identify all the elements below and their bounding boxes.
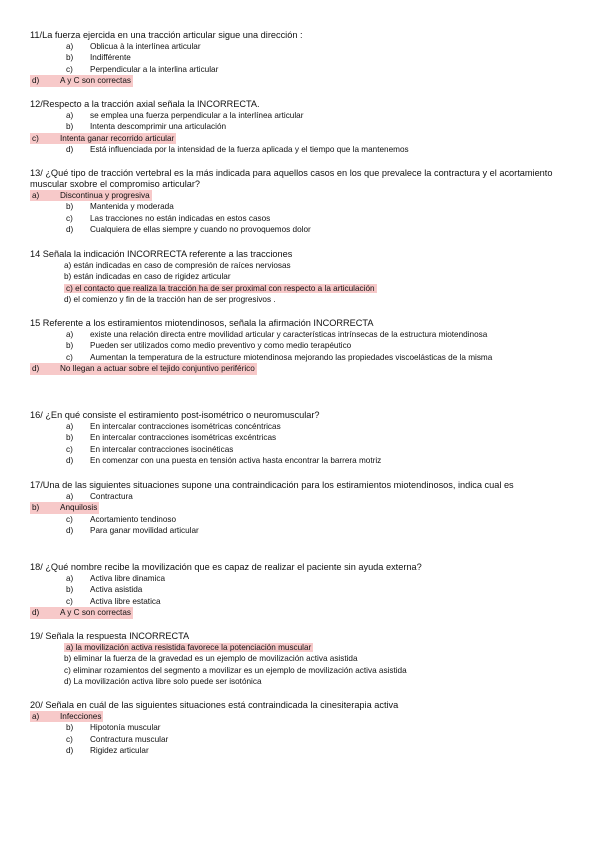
question-stem: 13/ ¿Qué tipo de tracción vertebral es la más indicada para aquellos casos en los que prevalece la contractura y el acortamiento muscular sxobre el compromiso articular? [30,168,553,189]
option-d: d) En comenzar con una puesta en tensión activa hasta encontrar la barrera motriz [66,456,382,466]
option-a: a) están indicadas en caso de compresión de raíces nerviosas [64,261,291,270]
option-b: b) Intenta descomprimir una articulación [66,122,227,132]
option-c: c) Las tracciones no están indicadas en estos casos [66,213,271,223]
question-stem: 15 Referente a los estiramientos miotendinosos, señala la afirmación INCORRECTA [30,318,374,328]
question-15 [30,318,575,375]
option-c: c) Activa libre estatica [66,596,161,606]
option-a: a) En intercalar contracciones isométricas concéntricas [66,422,281,431]
option-d: d) el comienzo y fin de la tracción han de ser progresivos . [64,295,276,305]
option-d: d) Cualquiera de ellas siempre y cuando no provoquemos dolor [66,225,311,235]
option-a: a) Activa libre dinamica [66,574,166,583]
question-17 [30,480,575,537]
question-19 [30,631,575,688]
option-c: c) Aumentan la temperatura de la estructure miotendinosa mejorando las propiedades viscoelásticas de la misma [66,352,493,362]
question-20 [30,700,575,757]
option-b: b) Activa asistida [66,585,143,595]
option-d: d) Para ganar movilidad articular [66,526,199,536]
option-c: c) eliminar rozamientos del segmento a movilizar es un ejemplo de movilización activa asistida [64,665,407,675]
option-d-highlighted: d) A y C son correctas [32,76,131,86]
question-18 [30,562,575,619]
question-stem: 20/ Señala en cuál de las siguientes situaciones está contraindicada la cinesiterapia activa [30,700,399,710]
question-13 [30,168,575,236]
option-a-highlighted: a) la movilización activa resistida favorece la potenciación muscular [66,643,312,652]
option-c-highlighted: c) el contacto que realiza la tracción ha de ser proximal con respecto a la articulación [66,283,375,293]
option-b: b) están indicadas en caso de rigidez articular [64,272,231,282]
question-stem: 11/La fuerza ejercida en una tracción articular sigue una dirección : [30,30,303,40]
option-a-highlighted: a) Infecciones [32,712,102,721]
question-stem: 16/ ¿En qué consiste el estiramiento post-isométrico o neuromuscular? [30,410,320,420]
option-a: a) existe una relación directa entre movilidad articular y características intrínsecas de la estructura miotendinosa [66,330,488,339]
option-b: b) En intercalar contracciones isométricas excéntricas [66,433,277,443]
option-c: c) En intercalar contracciones isocinéticas [66,444,234,454]
option-b: b) eliminar la fuerza de la gravedad es un ejemplo de movilización activa asistida [64,654,358,664]
question-11 [30,30,575,87]
option-c: c) Contractura muscular [66,734,169,744]
option-b: b) Pueden ser utilizados como medio preventivo y como medio terapéutico [66,341,352,351]
option-b: b) Indifférente [66,53,131,63]
option-c: c) Perpendicular a la interlina articular [66,64,219,74]
option-a-highlighted: a) Discontinua y progresiva [32,191,150,200]
option-d: d) Está influenciada por la intensidad de la fuerza aplicada y el tiempo que la mantenemos [66,145,409,155]
question-stem: 17/Una de las siguientes situaciones supone una contraindicación para los estiramientos miotendinosos, indica cual es [30,480,514,490]
option-b: b) Mantenida y moderada [66,202,174,212]
option-c-highlighted: c) Intenta ganar recorrido articular [32,133,175,143]
question-14 [30,249,575,306]
option-d-highlighted: d) No llegan a actuar sobre el tejido conjuntivo periférico [32,364,255,374]
option-d: d) Rigidez articular [66,746,149,756]
question-12 [30,99,575,156]
option-d-highlighted: d) A y C son correctas [32,608,131,618]
question-stem: 18/ ¿Qué nombre recibe la movilización que es capaz de realizar el paciente sin ayuda externa? [30,562,422,572]
option-b-highlighted: b) Anquilosis [32,503,98,513]
option-a: a) Oblicua à la interlínea articular [66,42,201,51]
question-stem: 14 Señala la indicación INCORRECTA referente a las tracciones [30,249,293,259]
question-stem: 19/ Señala la respuesta INCORRECTA [30,631,190,641]
option-d: d) La movilización activa libre solo puede ser isotónica [64,677,262,687]
option-c: c) Acortamiento tendinoso [66,514,177,524]
question-stem: 12/Respecto a la tracción axial señala la INCORRECTA. [30,99,260,109]
option-a: a) se emplea una fuerza perpendicular a la interlínea articular [66,111,304,120]
option-a: a) Contractura [66,492,133,501]
question-16 [30,410,575,467]
option-b: b) Hipotonía muscular [66,723,161,733]
